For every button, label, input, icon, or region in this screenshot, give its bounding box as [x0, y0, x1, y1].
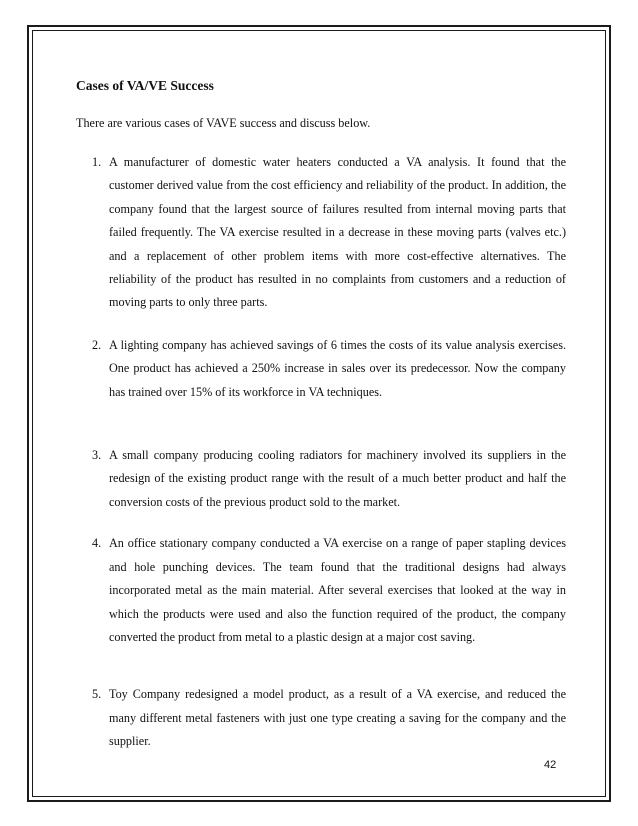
list-item-number: 3. — [92, 448, 102, 463]
list-item-text: An office stationary company conducted a VA exercise on a range of paper stapling devices and hole punching devices. The team found that the traditional designs had always incorporated metal as the main material. After several exercises that looked at the way in which the products were used and also the function required of the product, the company converted the product from metal to a plastic design at a major cost saving. — [109, 536, 566, 644]
list-item-text: A small company producing cooling radiators for machinery involved its suppliers in the redesign of the existing product range with the result of a much better product and half the conversion costs of the previous product sold to the market. — [109, 448, 566, 509]
page-content — [76, 78, 566, 754]
list-item-text: Toy Company redesigned a model product, as a result of a VA exercise, and reduced the many different metal fasteners with just one type creating a saving for the company and the supplier. — [109, 687, 566, 749]
intro-paragraph: There are various cases of VAVE success and discuss below. — [76, 116, 371, 130]
list-item-number: 4. — [92, 536, 102, 551]
list-item — [76, 444, 566, 514]
list-item-number: 5. — [92, 687, 102, 702]
list-item — [76, 151, 566, 315]
list-item — [76, 683, 566, 753]
list-item-text: A manufacturer of domestic water heaters conducted a VA analysis. It found that the customer derived value from the cost efficiency and reliability of the product. In addition, the company found that the largest source of failures resulted from internal moving parts that failed frequently. The VA exercise resulted in a decrease in these moving parts (valves etc.) and a replacement of other problem items with more cost-effective alternatives. The reliability of the product has resulted in no complaints from customers and a reduction of moving parts to only three parts. — [109, 155, 566, 310]
cases-list — [76, 151, 566, 754]
page-number: 42 — [544, 759, 557, 771]
list-item-text: A lighting company has achieved savings of 6 times the costs of its value analysis exercises. One product has achieved a 250% increase in sales over its predecessor. Now the company has trained over 15% of its workforce in VA techniques. — [109, 337, 566, 399]
list-item-number: 1. — [92, 155, 102, 169]
section-heading: Cases of VA/VE Success — [76, 78, 214, 93]
list-item-number: 2. — [92, 337, 102, 352]
list-item — [76, 334, 566, 404]
list-item — [76, 532, 566, 649]
